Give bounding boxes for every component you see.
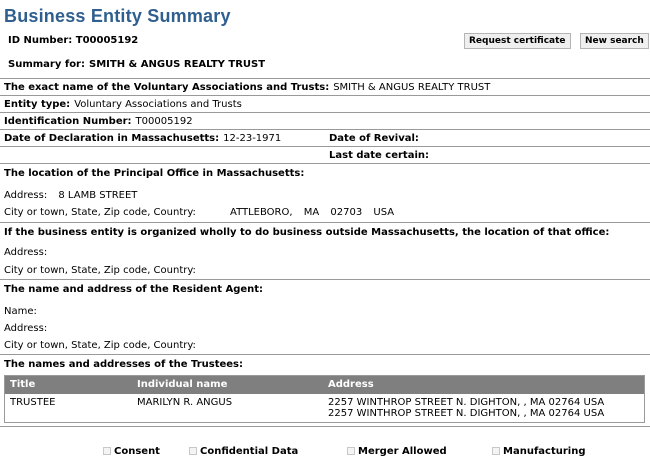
summary-value: SMITH & ANGUS REALTY TRUST [89, 59, 266, 70]
principal-office-heading: The location of the Principal Office in Massachusetts: [4, 168, 305, 179]
resident-agent-heading: The name and address of the Resident Agent: [4, 284, 264, 295]
consent-label: Consent [114, 446, 160, 457]
page-title: Business Entity Summary [4, 6, 231, 26]
column-title: Title [10, 379, 36, 390]
checkbox-icon[interactable] [492, 447, 500, 455]
principal-address-value: 8 LAMB STREET [58, 190, 138, 201]
trustee-name: MARILYN R. ANGUS [137, 397, 233, 408]
trustee-address-line2: 2257 WINTHROP STREET N. DIGHTON, , MA 02764 USA [328, 408, 605, 419]
trustees-section [0, 355, 650, 427]
entity-details [0, 78, 650, 427]
merger-label: Merger Allowed [358, 446, 447, 457]
exact-name-label: The exact name of the Voluntary Associations and Trusts: [4, 82, 330, 93]
principal-zip: 02703 [330, 207, 363, 218]
resident-agent-section [0, 280, 650, 355]
identification-number-label: Identification Number: [4, 116, 132, 127]
last-date-row [0, 147, 650, 164]
principal-office-section [0, 164, 650, 223]
table-row [5, 394, 644, 422]
manufacturing-label: Manufacturing [503, 446, 586, 457]
declaration-row [0, 130, 650, 147]
manufacturing-checkbox[interactable] [492, 446, 586, 457]
outside-address-label: Address: [4, 247, 48, 258]
outside-office-heading: If the business entity is organized wholly to do business outside Massachusetts, the location of that office: [4, 227, 610, 238]
entity-type-label: Entity type: [4, 99, 71, 110]
request-certificate-button[interactable]: Request certificate [464, 33, 571, 49]
new-search-button[interactable]: New search [580, 33, 649, 49]
summary-line [8, 59, 265, 70]
merger-allowed-checkbox[interactable] [347, 446, 447, 457]
exact-name-value: SMITH & ANGUS REALTY TRUST [333, 82, 491, 93]
trustees-table [4, 375, 645, 423]
revival-label: Date of Revival: [329, 133, 419, 144]
principal-address-label: Address: [4, 190, 48, 201]
trustee-address-line1: 2257 WINTHROP STREET N. DIGHTON, , MA 02764 USA [328, 397, 605, 408]
principal-city-value [230, 207, 394, 218]
agent-name-label: Name: [4, 306, 37, 317]
checkbox-icon[interactable] [189, 447, 197, 455]
trustees-heading: The names and addresses of the Trustees: [4, 359, 243, 370]
checkbox-icon[interactable] [347, 447, 355, 455]
column-address: Address [328, 379, 374, 390]
outside-city-label: City or town, State, Zip code, Country: [4, 265, 196, 276]
checkbox-icon[interactable] [103, 447, 111, 455]
exact-name-row [0, 79, 650, 96]
summary-label: Summary for: [8, 59, 85, 70]
declaration-label: Date of Declaration in Massachusetts: [4, 133, 220, 144]
agent-address-label: Address: [4, 323, 48, 334]
identification-number-value: T00005192 [135, 116, 193, 127]
confidential-label: Confidential Data [200, 446, 299, 457]
trustees-table-header [5, 376, 644, 394]
outside-office-section [0, 223, 650, 280]
entity-type-value: Voluntary Associations and Trusts [74, 99, 242, 110]
agent-city-label: City or town, State, Zip code, Country: [4, 340, 196, 351]
id-number-label: ID Number: [8, 35, 73, 46]
last-date-label: Last date certain: [329, 150, 429, 161]
identification-number-row [0, 113, 650, 130]
principal-country: USA [373, 207, 395, 218]
consent-checkbox[interactable] [103, 446, 160, 457]
principal-city: ATTLEBORO, [230, 207, 293, 218]
id-number [8, 35, 138, 46]
trustee-title: TRUSTEE [10, 397, 56, 408]
principal-city-label: City or town, State, Zip code, Country: [4, 207, 196, 218]
column-individual-name: Individual name [137, 379, 228, 390]
entity-type-row [0, 96, 650, 113]
confidential-data-checkbox[interactable] [189, 446, 298, 457]
principal-state: MA [303, 207, 320, 218]
id-number-value: T00005192 [75, 35, 139, 46]
declaration-value: 12-23-1971 [223, 133, 282, 144]
